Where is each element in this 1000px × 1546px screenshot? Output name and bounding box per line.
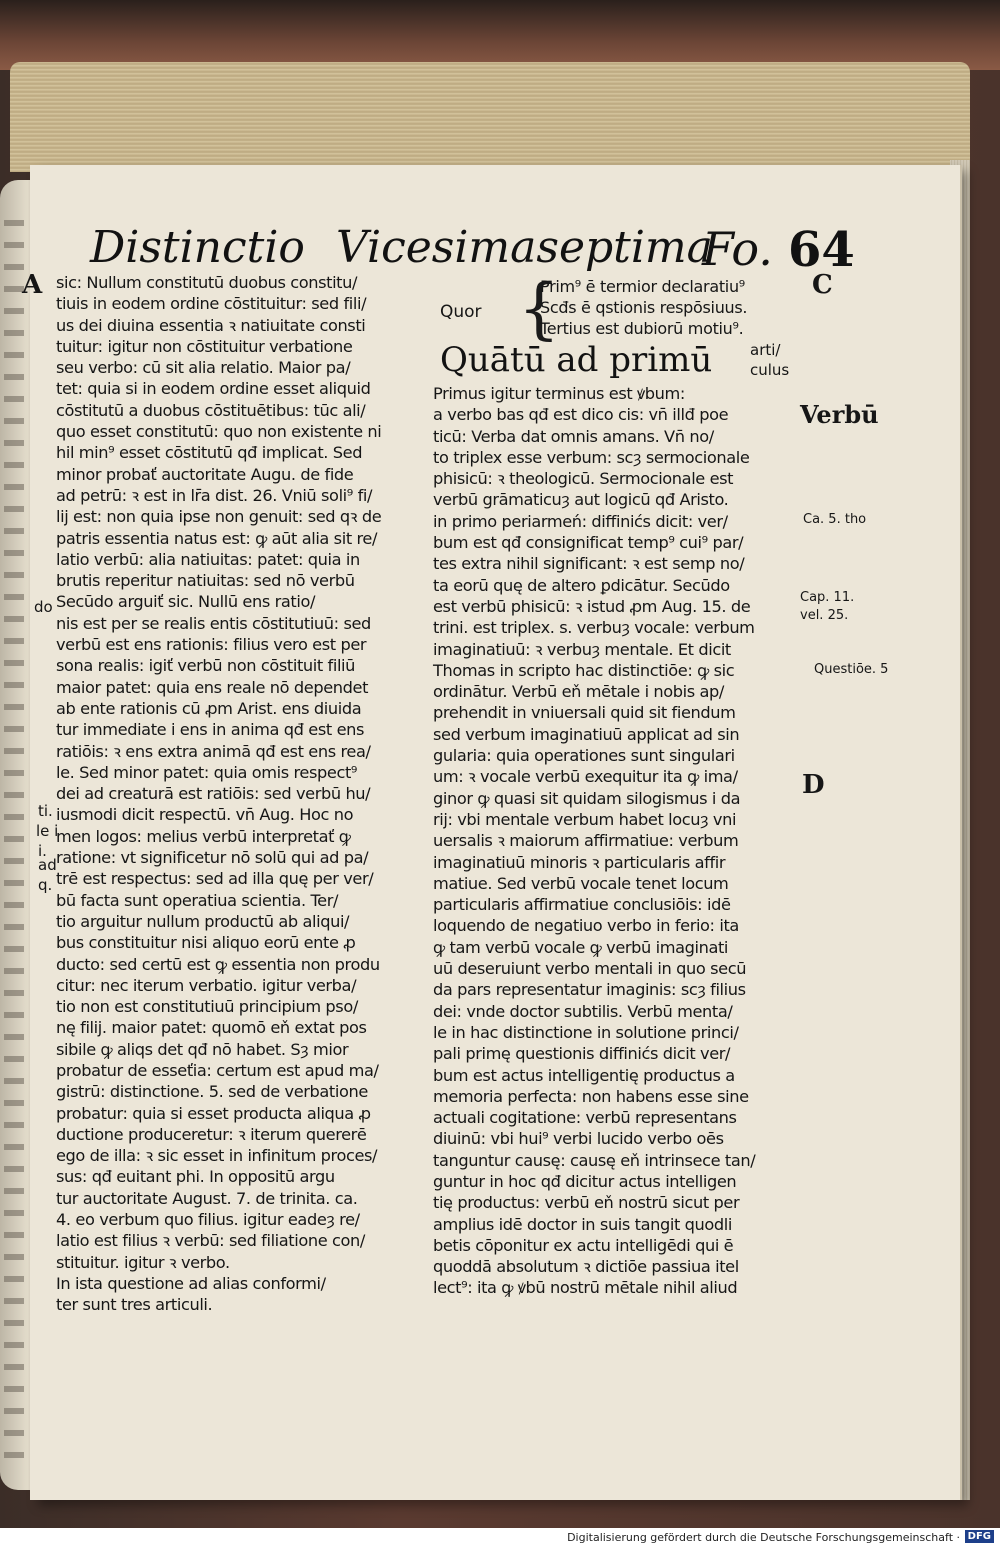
text-line: bum est qđ consignificat temp⁹ cui⁹ par/ xyxy=(433,533,744,553)
articles-list xyxy=(540,276,747,339)
bleed-line xyxy=(4,726,24,732)
bleed-line xyxy=(4,792,24,798)
section-heading-side xyxy=(750,340,789,380)
text-line: tet: quia si in eodem ordine esset aliquid xyxy=(56,379,371,399)
text-line: tur auctoritate August. 7. de trinita. ca. xyxy=(56,1188,358,1208)
text-line: ad petrū: ꝛ est in lr̄a dist. 26. Vniū soli⁹ fi/ xyxy=(56,485,373,505)
text-line: bum est actus intelligentię productus a xyxy=(433,1065,735,1085)
text-line: rij: vbi mentale verbum habet locuȝ vni xyxy=(433,809,737,829)
bleed-line xyxy=(4,880,24,886)
bleed-line xyxy=(4,418,24,424)
margin-letter-a: A xyxy=(22,270,43,300)
text-line: le in hac distinctione in solutione princi/ xyxy=(433,1022,739,1042)
text-column-right xyxy=(433,383,755,1299)
bleed-line xyxy=(4,1166,24,1172)
margin-verbu: Verbū xyxy=(800,400,879,429)
text-line: amplius idē doctor in suis tangit quodli xyxy=(433,1214,732,1234)
bleed-line xyxy=(4,1232,24,1238)
article-line: Prim⁹ ē termior declaratiu⁹ xyxy=(540,277,745,296)
bleed-line xyxy=(4,616,24,622)
text-line: minor probať auctoritate Augu. de fide xyxy=(56,464,354,484)
text-line: probatur de esseťia: certum est apud ma/ xyxy=(56,1060,379,1080)
text-line: In ista questione ad alias conformi/ xyxy=(56,1273,326,1293)
text-line: ordinātur. Verbū eň mētale i nobis ap/ xyxy=(433,682,724,702)
text-line: in primo periarmeń: diffinićs dicit: ver/ xyxy=(433,511,728,531)
footer-bar xyxy=(0,1528,1000,1546)
text-line: brutis reperitur natiuitas: sed nō verbū xyxy=(56,571,355,591)
text-line: tio arguitur nullum productū ab aliqui/ xyxy=(56,911,350,931)
text-line: tiuis in eodem ordine cōstituitur: sed fili/ xyxy=(56,294,367,314)
text-line: um: ꝛ vocale verbū exequitur ita ꝙ ima/ xyxy=(433,767,738,787)
text-line: imaginatiuū: ꝛ verbuȝ mentale. Et dicit xyxy=(433,639,731,659)
text-column-left xyxy=(56,272,381,1316)
bleed-line xyxy=(4,220,24,226)
bleed-line xyxy=(4,990,24,996)
margin-gutter-word: i. xyxy=(38,842,47,860)
text-line: a verbo bas qđ est dico cis: vn̄ illđ poe xyxy=(433,405,729,425)
bleed-line xyxy=(4,638,24,644)
text-line: ta eorū quę de altero ꝑdicātur. Secūdo xyxy=(433,575,730,595)
text-line: nis est per se realis entis cōstitutiuū: sed xyxy=(56,613,371,633)
text-line: ginor ꝙ quasi sit quidam silogismus i da xyxy=(433,788,741,808)
folio-number: 64 xyxy=(788,222,855,278)
text-line: cōstitutū a duobus cōstituētibus: tūc ali/ xyxy=(56,400,366,420)
section-heading: Quātū ad primū xyxy=(440,340,713,380)
margin-letter-d: D xyxy=(802,770,825,800)
bleed-line xyxy=(4,902,24,908)
text-line: loquendo de negatiuo verbo in ferio: ita xyxy=(433,916,739,936)
text-line: ego de illa: ꝛ sic esset in infinitum proces/ xyxy=(56,1146,378,1166)
bleed-line xyxy=(4,594,24,600)
bleed-line xyxy=(4,1408,24,1414)
text-line: ducto: sed certū est ꝙ essentia non produ xyxy=(56,954,380,974)
curly-brace: { xyxy=(518,270,560,347)
page-edges xyxy=(10,62,970,172)
bleed-line xyxy=(4,286,24,292)
text-line: ticū: Verba dat omnis amans. Vn̄ no/ xyxy=(433,426,714,446)
bleed-line xyxy=(4,242,24,248)
text-line: prehendit in vniuersali quid sit fiendum xyxy=(433,703,736,723)
text-line: bus constituitur nisi aliquo eorū ente ꝓ xyxy=(56,933,356,953)
bleed-line xyxy=(4,946,24,952)
bleed-line xyxy=(4,1342,24,1348)
bleed-line xyxy=(4,1122,24,1128)
bleed-line xyxy=(4,1012,24,1018)
bleed-line xyxy=(4,1188,24,1194)
text-line: matiue. Sed verbū vocale tenet locum xyxy=(433,873,729,893)
bleed-line xyxy=(4,330,24,336)
text-line: Primus igitur terminus est ꝟbum: xyxy=(433,384,685,403)
margin-letter-c: C xyxy=(812,270,833,300)
text-line: tię productus: verbū eň nostrū sicut per xyxy=(433,1193,740,1213)
text-line: stituitur. igitur ꝛ verbo. xyxy=(56,1252,230,1272)
text-line: gularia: quia operationes sunt singulari xyxy=(433,746,735,766)
bleed-line xyxy=(4,1056,24,1062)
footer-credit: Digitalisierung gefördert durch die Deutsche Forschungsgemeinschaft · xyxy=(567,1531,960,1544)
text-line: ratione: vt significetur nō solū qui ad pa/ xyxy=(56,848,369,868)
text-line: men logos: melius verbū interpretať ꝙ xyxy=(56,826,351,846)
bleed-line xyxy=(4,836,24,842)
text-line: sic: Nullum constitutū duobus constitu/ xyxy=(56,273,358,292)
bleed-line xyxy=(4,968,24,974)
bleed-line xyxy=(4,484,24,490)
text-line: pali primę questionis diffinićs dicit ver/ xyxy=(433,1044,731,1064)
margin-gutter-word: ad xyxy=(38,856,57,874)
dfg-logo: DFG xyxy=(965,1530,994,1543)
text-line: quo esset constitutū: quo non existente ni xyxy=(56,422,382,442)
brace-label: Quor xyxy=(440,302,482,322)
text-line: ꝙ tam verbū vocale ꝙ verbū imaginati xyxy=(433,937,729,957)
text-line: ratiōis: ꝛ ens extra animā qđ est ens rea/ xyxy=(56,741,371,761)
running-head-middle: Vicesimaseptima xyxy=(336,222,713,273)
text-line: us dei diuina essentia ꝛ natiuitate consti xyxy=(56,315,366,335)
margin-ref-vel: vel. 25. xyxy=(800,608,849,623)
bleed-line xyxy=(4,462,24,468)
text-line: diuinū: vbi hui⁹ verbi lucido verbo oēs xyxy=(433,1129,724,1149)
text-line: probatur: quia si esset producta aliqua ꝓ xyxy=(56,1103,371,1123)
text-line: iusmodi dicit respectū. vn̄ Aug. Hoc no xyxy=(56,805,354,825)
margin-ref-questio: Questiōe. 5 xyxy=(814,662,889,677)
text-line: seu verbo: cū sit alia relatio. Maior pa/ xyxy=(56,358,351,378)
bleed-line xyxy=(4,374,24,380)
text-line: citur: nec iterum verbatio. igitur verba/ xyxy=(56,975,357,995)
bleed-line xyxy=(4,396,24,402)
bleed-line xyxy=(4,748,24,754)
bleed-line xyxy=(4,572,24,578)
bleed-line xyxy=(4,264,24,270)
bleed-line xyxy=(4,1254,24,1260)
bleed-line xyxy=(4,352,24,358)
text-line: sed verbum imaginatiuū applicat ad sin xyxy=(433,724,740,744)
section-side-line: culus xyxy=(750,361,790,379)
bleed-line xyxy=(4,550,24,556)
text-line: tur immediate i ens in anima qđ est ens xyxy=(56,720,365,740)
text-line: guntur in hoc qđ dicitur actus intelligen xyxy=(433,1171,737,1191)
margin-ref-ca: Ca. 5. tho xyxy=(803,512,867,527)
bleed-line xyxy=(4,924,24,930)
text-line: Secūdo arguiť sic. Nullū ens ratio/ xyxy=(56,592,315,612)
article-line: Scđs ē qstionis respōsiuus. xyxy=(540,298,748,317)
text-line: le. Sed minor patet: quia omis respect⁹ xyxy=(56,762,357,782)
text-line: latio est filius ꝛ verbū: sed filiatione con/ xyxy=(56,1231,365,1251)
text-line: tio non est constitutiuū principium pso/ xyxy=(56,997,358,1017)
bleed-line xyxy=(4,1386,24,1392)
text-line: sibile ꝙ aliqs det qđ nō habet. Sȝ mior xyxy=(56,1039,349,1059)
text-line: maior patet: quia ens reale nō dependet xyxy=(56,677,369,697)
bleed-line xyxy=(4,1210,24,1216)
text-line: bū facta sunt operatiua scientia. Ter/ xyxy=(56,890,339,910)
text-line: hil min⁹ esset cōstitutū qđ implicat. Sed xyxy=(56,443,363,463)
text-line: quoddā absolutum ꝛ dictiōe passiua itel xyxy=(433,1257,739,1277)
text-line: ter sunt tres articuli. xyxy=(56,1295,213,1315)
text-line: ductione produceretur: ꝛ iterum quererē xyxy=(56,1124,367,1144)
margin-gutter-word: le i xyxy=(36,822,59,840)
text-line: dei ad creaturā est ratiōis: sed verbū hu/ xyxy=(56,784,371,804)
text-line: lij est: non quia ipse non genuit: sed qꝛ de xyxy=(56,507,382,527)
text-line: sona realis: igiť verbū non cōstituit filiū xyxy=(56,656,356,676)
binding-top xyxy=(0,0,1000,70)
text-line: ab ente rationis cū ꝓm Arist. ens diuida xyxy=(56,698,362,718)
text-line: sus: qđ euitant phi. In oppositū argu xyxy=(56,1167,335,1187)
bleed-line xyxy=(4,1034,24,1040)
bleed-line xyxy=(4,770,24,776)
text-line: da pars representatur imaginis: scȝ filius xyxy=(433,980,746,1000)
text-line: Thomas in scripto hac distinctiōe: ꝙ sic xyxy=(433,660,735,680)
bleed-line xyxy=(4,858,24,864)
text-line: est verbū phisicū: ꝛ istud ꝓm Aug. 15. de xyxy=(433,596,751,616)
bleed-line xyxy=(4,440,24,446)
bleed-line xyxy=(4,1320,24,1326)
text-line: patris essentia natus est: ꝙ aūt alia sit re/ xyxy=(56,528,378,548)
text-line: tes extra nihil significant: ꝛ est semp no/ xyxy=(433,554,745,574)
text-line: phisicū: ꝛ theologicū. Sermocionale est xyxy=(433,469,734,489)
bleed-line xyxy=(4,814,24,820)
section-side-line: arti/ xyxy=(750,341,781,359)
bleed-line xyxy=(4,660,24,666)
text-line: tanguntur causę: causę eň intrinsece tan/ xyxy=(433,1150,756,1170)
text-line: actuali cogitatione: verbū representans xyxy=(433,1108,737,1128)
text-line: dei: vnde doctor subtilis. Verbū menta/ xyxy=(433,1001,733,1021)
text-line: verbū grāmaticuȝ aut logicū qđ Aristo. xyxy=(433,490,729,510)
margin-gutter-word: q. xyxy=(38,876,53,894)
bleed-line xyxy=(4,1144,24,1150)
bleed-line xyxy=(4,1452,24,1458)
bleed-line xyxy=(4,1364,24,1370)
text-line: trē est respectus: sed ad illa quę per ver/ xyxy=(56,869,374,889)
text-line: betis cōponitur ex actu intelligēdi qui ē xyxy=(433,1235,734,1255)
bleed-line xyxy=(4,506,24,512)
bleed-line xyxy=(4,1298,24,1304)
text-line: verbū est ens rationis: filius vero est per xyxy=(56,635,367,655)
bleed-line xyxy=(4,682,24,688)
text-line: nę filij. maior patet: quomō eň extat pos xyxy=(56,1018,367,1038)
bleed-line xyxy=(4,1276,24,1282)
bleed-line xyxy=(4,1078,24,1084)
bleed-line xyxy=(4,704,24,710)
text-line: uū deseruiunt verbo mentali in quo secū xyxy=(433,959,747,979)
text-line: to triplex esse verbum: scȝ sermocionale xyxy=(433,447,750,467)
text-line: latio verbū: alia natiuitas: patet: quia in xyxy=(56,549,360,569)
folio-label: Fo. xyxy=(702,222,773,276)
bleed-line xyxy=(4,1430,24,1436)
text-line: memoria perfecta: non habens esse sine xyxy=(433,1086,749,1106)
margin-ref-cap: Cap. 11. xyxy=(800,590,855,605)
text-line: imaginatiuū minoris ꝛ particularis affir xyxy=(433,852,726,872)
bleed-line xyxy=(4,528,24,534)
margin-gutter-word: ti. xyxy=(38,802,53,820)
bleed-line xyxy=(4,308,24,314)
article-line: Tertius est dubiorū motiu⁹. xyxy=(540,319,744,338)
text-line: particularis affirmatiue conclusiōis: idē xyxy=(433,895,731,915)
text-line: tuitur: igitur non cōstituitur verbatione xyxy=(56,336,353,356)
text-line: 4. eo verbum quo filius. igitur eadeȝ re/ xyxy=(56,1210,360,1230)
text-line: gistrū: distinctione. 5. sed de verbatione xyxy=(56,1082,368,1102)
bleed-line xyxy=(4,1100,24,1106)
text-line: lect⁹: ita ꝙ ꝟbū nostrū mētale nihil aliud xyxy=(433,1278,738,1298)
margin-gutter-do: do xyxy=(34,598,53,616)
text-line: uersalis ꝛ maiorum affirmatiue: verbum xyxy=(433,831,739,851)
running-head-left: Distinctio xyxy=(90,222,305,273)
text-line: trini. est triplex. s. verbuȝ vocale: verbum xyxy=(433,618,755,638)
